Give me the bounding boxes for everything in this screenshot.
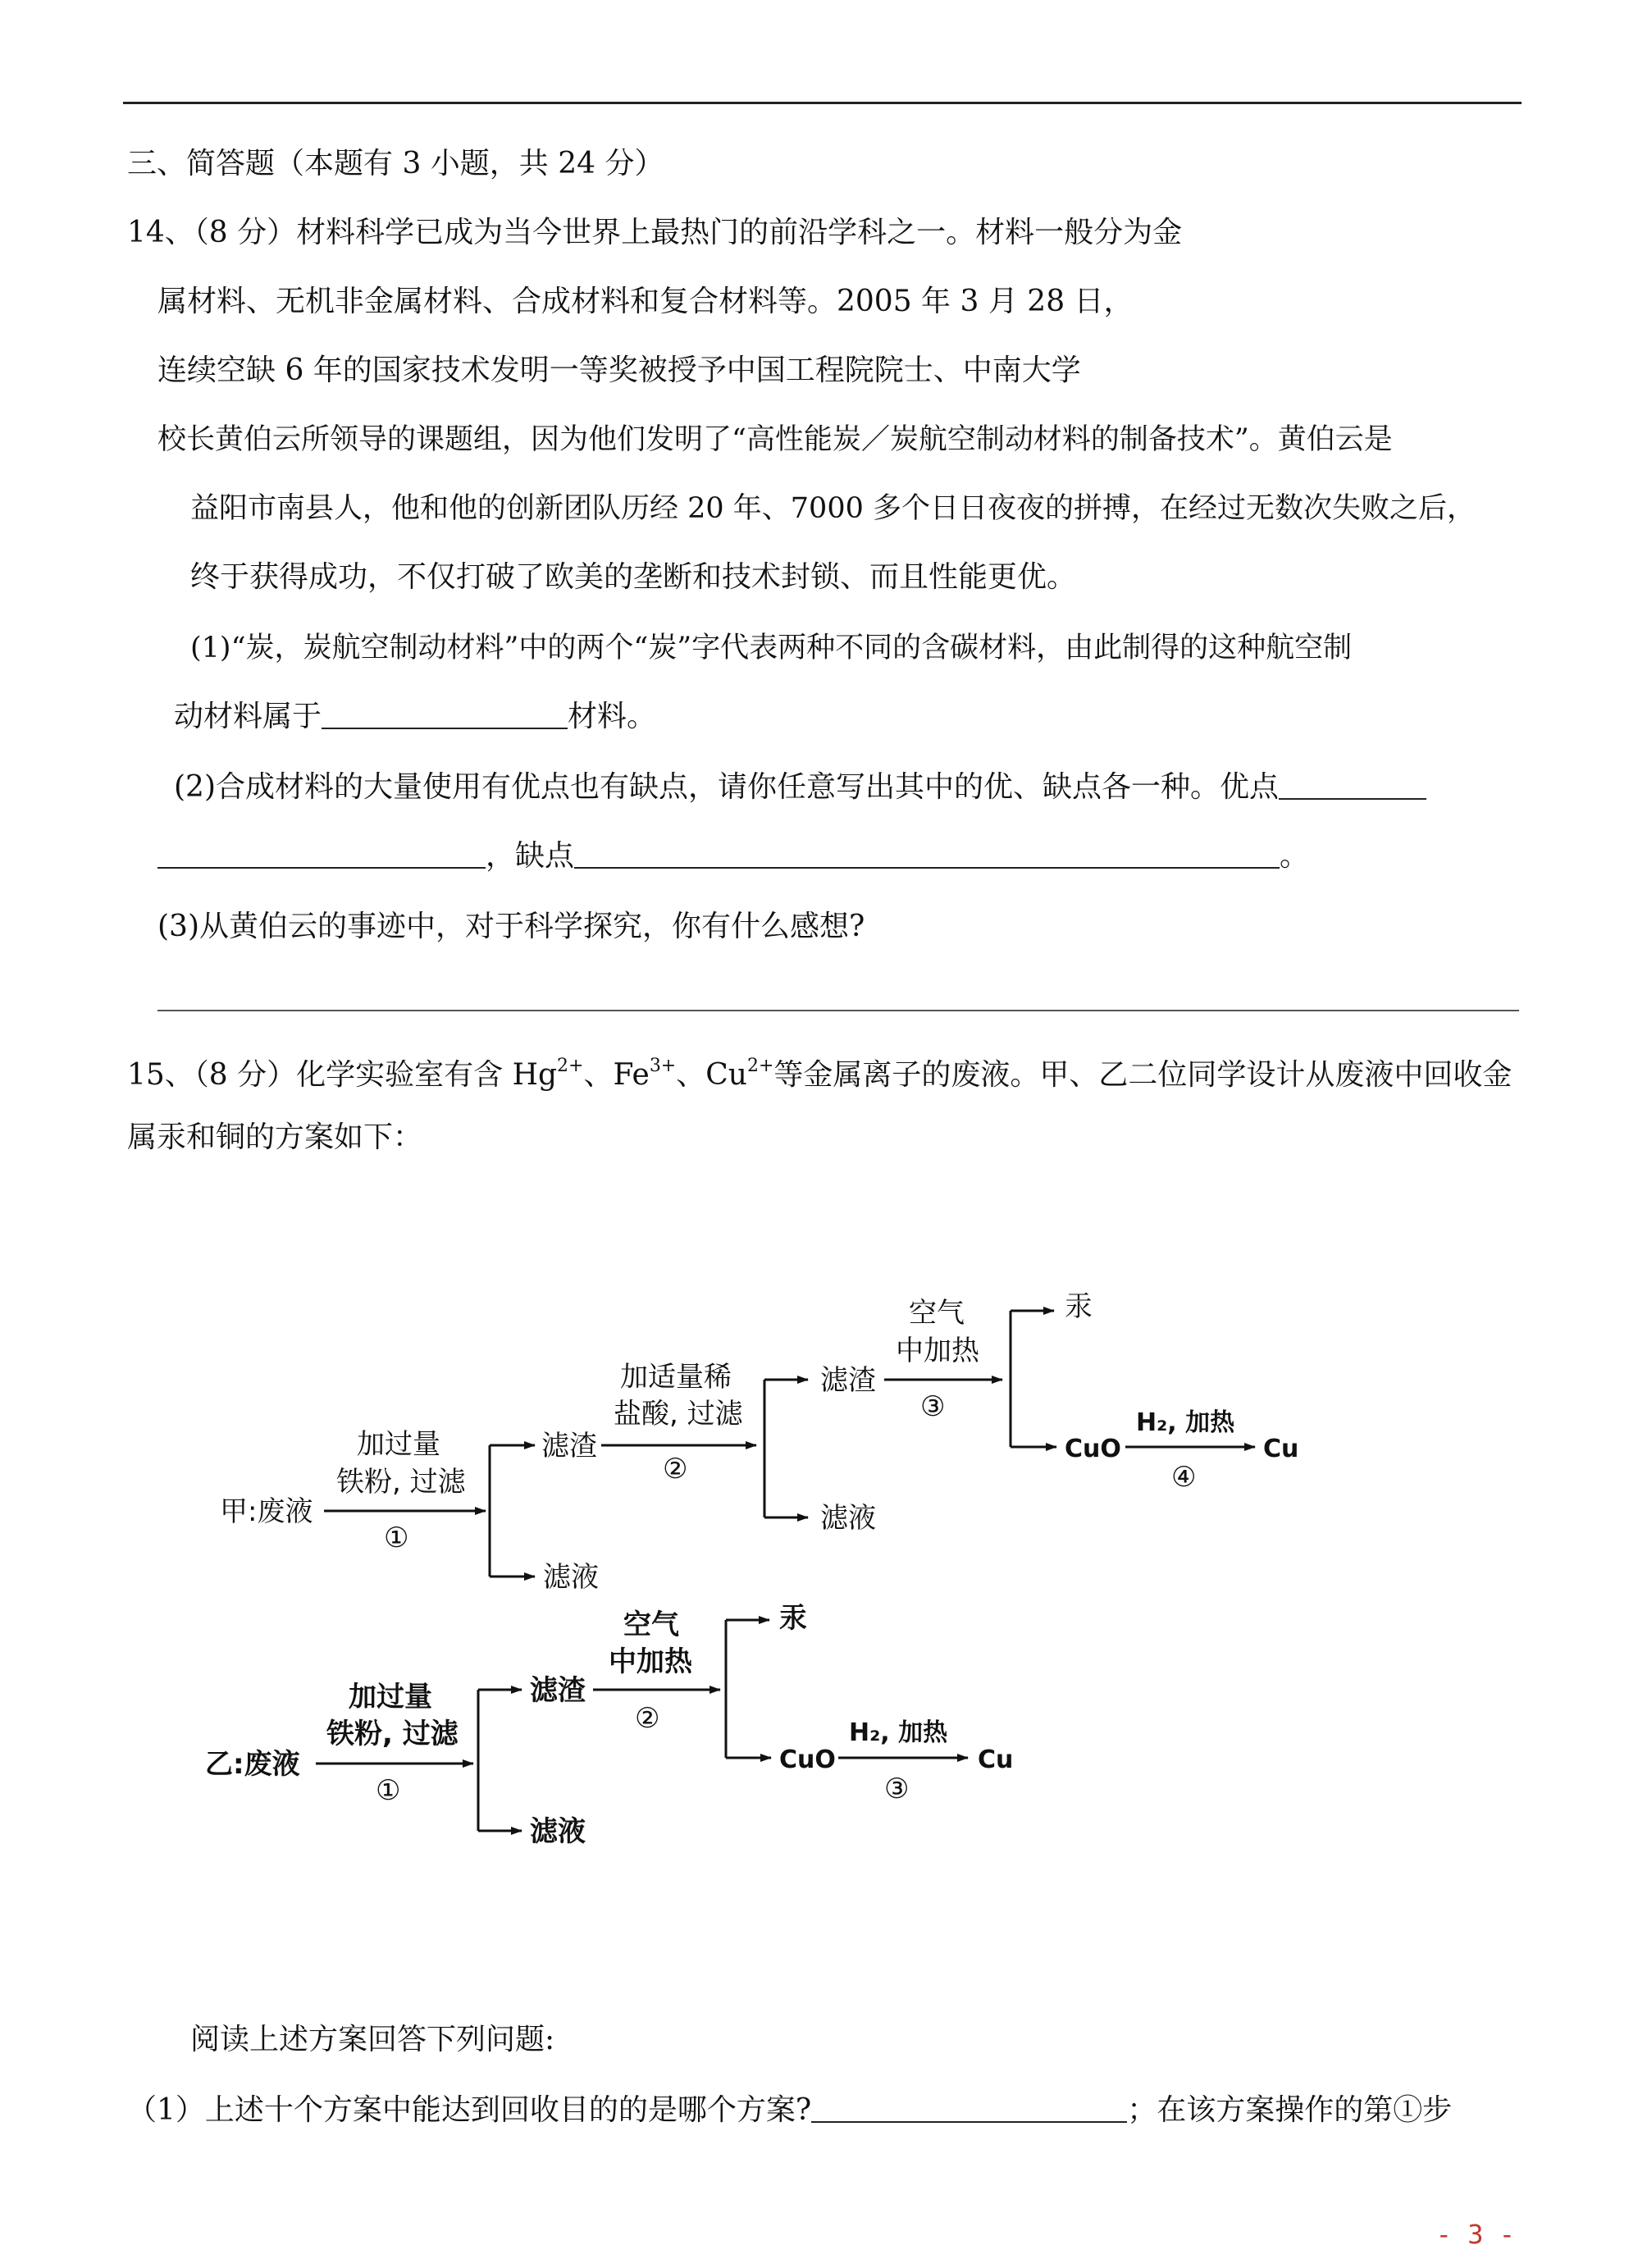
yi-step1-line1: 加过量 [349, 1681, 432, 1714]
section-title: 三、简答题（本题有 3 小题，共 24 分） [127, 147, 664, 180]
yi-cuo: CuO [779, 1745, 836, 1774]
yi-step1-num: ① [376, 1774, 401, 1807]
q14-line-5: 益阳市南县人，他和他的创新团队历经 20 年、7000 多个日日夜夜的拼搏，在经过无数次失败之后， [190, 492, 1476, 525]
q14-line-1: 14、（8 分）材料科学已成为当今世界上最热门的前沿学科之一。材料一般分为金 [127, 216, 1183, 249]
answer-blank-scheme[interactable] [811, 2093, 1127, 2123]
q14-line-6: 终于获得成功，不仅打破了欧美的垄断和技术封锁、而且性能更优。 [190, 560, 1077, 594]
yi-step3-num: ③ [884, 1773, 910, 1805]
q14-part2-mid: ，缺点 [486, 839, 575, 873]
q14-line-4: 校长黄伯云所领导的课题组，因为他们发明了“高性能炭／炭航空制动材料的制备技术”。黄伯云是 [157, 423, 1393, 456]
q15-text-c: 、Cu [676, 1058, 747, 1092]
q14-part1-prefix: 动材料属于 [174, 700, 322, 733]
jia-cuo: CuO [1065, 1435, 1121, 1463]
yi-residue1: 滤渣 [530, 1674, 586, 1707]
yi-filtrate1: 滤液 [530, 1815, 586, 1848]
fe-charge: 3+ [649, 1056, 677, 1076]
q14-part2-end: 。 [1280, 839, 1310, 873]
q15-text-b: 、Fe [583, 1058, 650, 1092]
q14-part1-suffix: 材料。 [568, 700, 657, 733]
jia-residue1: 滤渣 [541, 1430, 597, 1463]
yi-step3-top: H₂, 加热 [849, 1718, 948, 1747]
yi-step2-num: ② [635, 1702, 660, 1735]
q15-text-a: 15、（8 分）化学实验室有含 Hg [127, 1058, 558, 1092]
q15-text-d: 等金属离子的废液。甲、乙二位同学设计从废液中回收金 [773, 1058, 1513, 1092]
yi-step1-line2: 铁粉, 过滤 [326, 1718, 459, 1750]
q14-part3: (3)从黄伯云的事迹中，对于科学探究，你有什么感想? [157, 910, 865, 943]
jia-step1-num: ① [384, 1522, 409, 1554]
q15-part1-post: ；在该方案操作的第①步 [1127, 2093, 1453, 2127]
q14-part2-text: (2)合成材料的大量使用有优点也有缺点，请你任意写出其中的优、缺点各一种。优点 [174, 770, 1279, 804]
jia-step2-line2: 盐酸, 过滤 [614, 1398, 743, 1431]
cu-charge: 2+ [746, 1056, 774, 1076]
q14-part1-line-a: (1)“炭，炭航空制动材料”中的两个“炭”字代表两种不同的含碳材料，由此制得的这种航空制 [190, 632, 1353, 664]
q14-line-2: 属材料、无机非金属材料、合成材料和复合材料等。2005 年 3 月 28 日， [157, 285, 1134, 318]
yi-step2-line2: 中加热 [609, 1645, 692, 1678]
jia-step1-line1: 加过量 [357, 1428, 440, 1461]
jia-filtrate2: 滤液 [820, 1502, 876, 1535]
yi-start: 乙:废液 [205, 1748, 300, 1781]
jia-step3-line2: 中加热 [896, 1335, 979, 1367]
yi-step2-line1: 空气 [623, 1609, 679, 1641]
jia-step2-line1: 加适量稀 [620, 1361, 732, 1394]
jia-mercury: 汞 [1065, 1290, 1093, 1323]
jia-residue2: 滤渣 [820, 1364, 876, 1397]
q15-part1-text: （1）上述十个方案中能达到回收目的的是哪个方案? [127, 2093, 812, 2127]
yi-mercury: 汞 [779, 1602, 807, 1635]
hg-charge: 2+ [557, 1056, 584, 1076]
jia-filtrate1: 滤液 [543, 1561, 599, 1594]
jia-step3-num: ③ [920, 1390, 946, 1423]
yi-cu: Cu [978, 1745, 1014, 1774]
jia-start: 甲:废液 [220, 1495, 313, 1528]
read-instruction: 阅读上述方案回答下列问题: [190, 2023, 555, 2056]
jia-step3-line1: 空气 [909, 1297, 965, 1330]
q15-part1 [127, 2092, 1452, 2129]
jia-cu: Cu [1263, 1435, 1299, 1463]
jia-step2-num: ② [663, 1453, 688, 1485]
jia-step4-num: ④ [1171, 1461, 1197, 1494]
q15-line-2: 属汞和铜的方案如下： [127, 1120, 423, 1154]
q14-line-3: 连续空缺 6 年的国家技术发明一等奖被授予中国工程院院士、中南大学 [157, 354, 1081, 387]
jia-step4-top: H₂, 加热 [1136, 1408, 1235, 1437]
page-number: - 3 - [1435, 2219, 1515, 2250]
jia-step1-line2: 铁粉, 过滤 [336, 1466, 466, 1499]
